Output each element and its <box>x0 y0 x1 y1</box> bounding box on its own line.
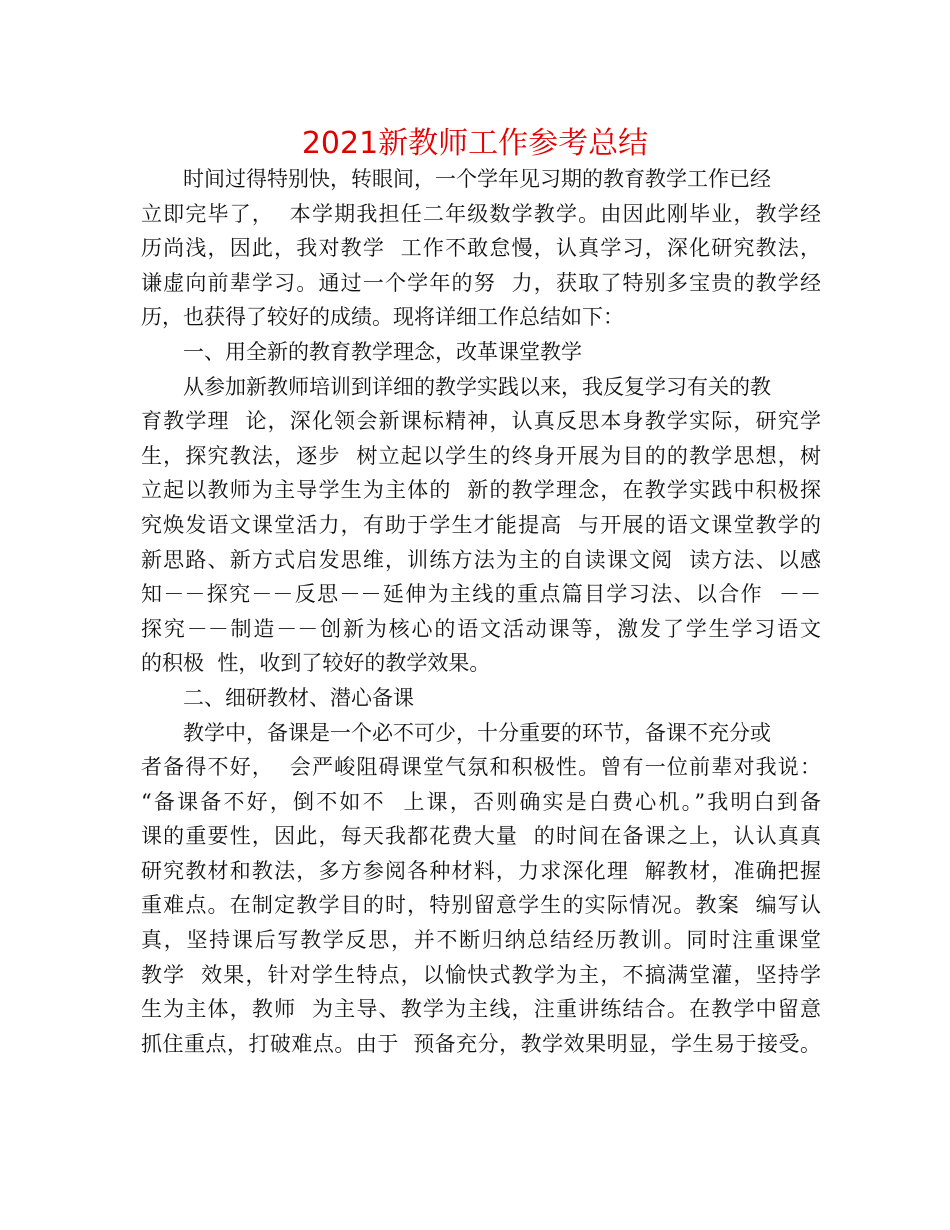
paragraph-line: 探究－－制造－－创新为核心的语文活动课等，激发了学生学习语文 <box>141 616 821 641</box>
paragraph-line: 抓住重点，打破难点。由于 预备充分，教学效果明显，学生易于接受。 <box>141 1031 821 1056</box>
paragraph-line: 课的重要性，因此，每天我都花费大量 的时间在备课之上，认认真真 <box>141 824 821 849</box>
paragraph-line: 真，坚持课后写教学反思，并不断归纳总结经历教训。同时注重课堂 <box>141 928 821 953</box>
document-title: 2021新教师工作参考总结 <box>301 126 649 161</box>
paragraph-line: 教学 效果，针对学生特点，以愉快式教学为主，不搞满堂灌，坚持学 <box>141 962 821 987</box>
paragraph-line: 历，也获得了较好的成绩。现将详细工作总结如下： <box>141 305 624 330</box>
paragraph-line: 教学中，备课是一个必不可少，十分重要的环节，备课不充分或 <box>183 720 771 745</box>
paragraph-line: 生为主体，教师 为主导、教学为主线，注重讲练结合。在教学中留意 <box>141 997 821 1022</box>
paragraph-line: 的积极 性，收到了较好的教学效果。 <box>141 651 491 676</box>
paragraph-line: 立即完毕了， 本学期我担任二年级数学教学。由因此刚毕业，教学经 <box>141 201 821 226</box>
paragraph-line: 历尚浅，因此，我对教学 工作不敢怠慢，认真学习，深化研究教法， <box>141 236 821 261</box>
paragraph-line: 从参加新教师培训到详细的教学实践以来，我反复学习有关的教 <box>183 374 771 399</box>
paragraph-line: 谦虚向前辈学习。通过一个学年的努 力，获取了特别多宝贵的教学经 <box>141 270 821 295</box>
paragraph-line: 究焕发语文课堂活力，有助于学生才能提高 与开展的语文课堂教学的 <box>141 512 821 537</box>
paragraph-line: 育教学理 论，深化领会新课标精神，认真反思本身教学实际，研究学 <box>141 409 821 434</box>
paragraph-line: 者备得不好， 会严峻阻碍课堂气氛和积极性。曾有一位前辈对我说： <box>141 755 821 780</box>
section-heading: 二、细研教材、潜心备课 <box>183 685 414 710</box>
paragraph-line: 时间过得特别快，转眼间，一个学年见习期的教育教学工作已经 <box>183 167 771 191</box>
paragraph-line: 生，探究教法，逐步 树立起以学生的终身开展为目的的教学思想，树 <box>141 443 821 468</box>
paragraph-line: 重难点。在制定教学目的时，特别留意学生的实际情况。教案 编写认 <box>141 893 821 918</box>
document-body <box>141 162 821 1061</box>
paragraph-line: “备课备不好，倒不如不 上课，否则确实是白费心机。”我明白到备 <box>141 789 821 814</box>
section-heading: 一、用全新的教育教学理念，改革课堂教学 <box>183 339 582 364</box>
paragraph-line: 知－－探究－－反思－－延伸为主线的重点篇目学习法、以合作 －－ <box>141 582 821 607</box>
paragraph-line: 研究教材和教法，多方参阅各种材料，力求深化理 解教材，准确把握 <box>141 858 821 883</box>
paragraph-line: 立起以教师为主导学生为主体的 新的教学理念，在教学实践中积极探 <box>141 478 821 503</box>
paragraph-line: 新思路、新方式启发思维，训练方法为主的自读课文阅 读方法、以感 <box>141 547 821 572</box>
